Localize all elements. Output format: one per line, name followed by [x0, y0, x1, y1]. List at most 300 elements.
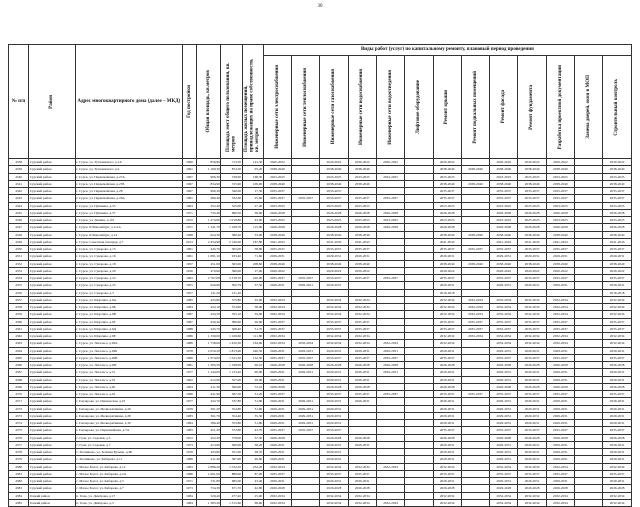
cell-work-period: 2029-2031 — [490, 412, 518, 419]
cell-premises-area: 1 521,50 — [221, 354, 242, 361]
cell-work-period: 2026-2028 — [490, 362, 518, 369]
cell-residential-area: 208,60 — [242, 260, 263, 267]
cell-work-period — [405, 499, 433, 506]
cell-work-period — [405, 311, 433, 318]
cell-work-period: 2035-2037 — [348, 275, 376, 282]
cell-work-period: 2032-2034 — [320, 499, 348, 506]
cell-work-period: 2026-2028 — [433, 362, 461, 369]
cell-work-period — [461, 340, 489, 347]
cell-address: г. Сурск, ул. Энгельса, д.42 — [75, 391, 182, 398]
cell-year: 1973 — [182, 485, 196, 492]
cell-work-period: 2038-2040 — [546, 231, 574, 238]
cell-premises-area: 360,00 — [221, 383, 242, 390]
cell-work-period — [405, 224, 433, 231]
cell-year: 1987 — [182, 311, 196, 318]
cell-work-period: 2032-2034 — [433, 311, 461, 318]
cell-work-period — [292, 325, 320, 332]
cell-work-period — [292, 159, 320, 166]
cell-work-period: 2032-2034 — [518, 304, 546, 311]
cell-work-period — [405, 325, 433, 332]
cell-id: 4373 — [9, 412, 29, 419]
cell-work-period: 2035-2037 — [461, 318, 489, 325]
cell-work-period: 2023-2025 — [263, 202, 291, 209]
cell-year: 1984 — [182, 420, 196, 427]
cell-work-period: 2026-2028 — [546, 209, 574, 216]
cell-district: Сурский район — [29, 325, 76, 332]
cell-work-period: 2023-2025 — [320, 217, 348, 224]
cell-premises-area: 728,00 — [221, 173, 242, 180]
cell-work-period: 2023-2025 — [490, 202, 518, 209]
cell-work-period — [461, 202, 489, 209]
cell-work-period: 2032-2034 — [433, 333, 461, 340]
cell-address: п. Тоцк, ул. Дмитрова, д.3 — [75, 499, 182, 506]
cell-residential-area: 38,70 — [242, 449, 263, 456]
cell-work-period: 2026-2028 — [320, 434, 348, 441]
cell-work-period: 2026-2028 — [348, 224, 376, 231]
cell-work-period: 2026-2028 — [518, 434, 546, 441]
cell-work-period: 2035-2037 — [490, 246, 518, 253]
cell-work-period: 2029-2031 — [263, 282, 291, 289]
cell-id: 4374 — [9, 420, 29, 427]
header-works-group: Виды работ (услуг) по капитальному ремонту, плановый период проведения — [263, 45, 631, 56]
cell-work-period — [461, 173, 489, 180]
cell-address: г. Сурск, ул. Щорсина, д.6Б — [75, 304, 182, 311]
cell-work-period — [376, 246, 404, 253]
cell-district: Сурский район — [29, 398, 76, 405]
cell-work-period: 2035-2037 — [490, 470, 518, 477]
cell-address: с. Хотниково, ул. Зелёная Бучина, д.4Б — [75, 449, 182, 456]
cell-residential-area: 69,60 — [242, 499, 263, 506]
cell-residential-area: 31,80 — [242, 398, 263, 405]
table-row — [9, 376, 632, 383]
cell-work-period: 2038-2040 — [546, 166, 574, 173]
cell-residential-area: 111,80 — [242, 333, 263, 340]
cell-work-period: 2023-2025 — [603, 202, 632, 209]
cell-address: г. Сурск, ул. Тухачевского, д.1А — [75, 159, 182, 166]
cell-work-period: 2029-2031 — [490, 253, 518, 260]
cell-work-period: 2023-2025 — [490, 217, 518, 224]
cell-work-period: 2029-2031 — [320, 405, 348, 412]
cell-work-period — [292, 470, 320, 477]
cell-work-period: 2032-2034 — [348, 492, 376, 499]
cell-work-period: 2029-2031 — [546, 369, 574, 376]
header-district: Район — [29, 45, 76, 159]
cell-work-period: 2026-2028 — [518, 362, 546, 369]
cell-work-period — [376, 485, 404, 492]
cell-residential-area: 33,90 — [242, 231, 263, 238]
cell-work-period — [376, 188, 404, 195]
cell-id: 4363 — [9, 340, 29, 347]
header-work-type: Ремонт крыши — [433, 56, 461, 159]
cell-residential-area: 51,70 — [242, 325, 263, 332]
cell-work-period — [575, 434, 603, 441]
cell-work-period: 2029-2031 — [292, 405, 320, 412]
cell-work-period — [405, 333, 433, 340]
cell-year: 1983 — [182, 427, 196, 434]
cell-work-period: 2035-2037 — [263, 325, 291, 332]
table-row — [9, 260, 632, 267]
cell-total-area: 480,40 — [197, 195, 221, 202]
table-row — [9, 188, 632, 195]
cell-premises-area: 375,80 — [221, 296, 242, 303]
cell-work-period: 2029-2031 — [546, 420, 574, 427]
cell-work-period — [348, 449, 376, 456]
cell-work-period: 2032-2034 — [603, 492, 632, 499]
cell-work-period — [405, 180, 433, 187]
cell-address: г. Сурск, ул. Первомайская, д.29А — [75, 195, 182, 202]
cell-work-period: 2038-2040 — [263, 180, 291, 187]
cell-work-period — [575, 369, 603, 376]
cell-total-area: 411,40 — [197, 456, 221, 463]
header-work-type: Лифтовое оборудование — [405, 56, 433, 159]
cell-total-area: 451,50 — [197, 427, 221, 434]
cell-work-period: 2035-2037 — [603, 275, 632, 282]
cell-work-period — [292, 267, 320, 274]
cell-residential-area: 38,00 — [242, 304, 263, 311]
cell-work-period — [292, 296, 320, 303]
cell-work-period — [405, 492, 433, 499]
cell-residential-area: 115,90 — [242, 224, 263, 231]
cell-work-period: 2020-2022 — [546, 267, 574, 274]
cell-work-period — [575, 253, 603, 260]
cell-work-period — [292, 499, 320, 506]
cell-work-period — [461, 369, 489, 376]
cell-work-period: 2032-2034 — [518, 492, 546, 499]
cell-work-period — [405, 412, 433, 419]
cell-work-period: 2038-2040 — [546, 180, 574, 187]
cell-id: 4353 — [9, 267, 29, 274]
cell-work-period — [292, 224, 320, 231]
cell-year: 1983 — [182, 412, 196, 419]
cell-work-period: 2041-2043 — [263, 238, 291, 245]
cell-work-period — [292, 231, 320, 238]
cell-total-area: 735,40 — [197, 209, 221, 216]
cell-work-period: 2029-2031 — [263, 420, 291, 427]
cell-year: 1968 — [182, 231, 196, 238]
cell-work-period: 2035-2037 — [263, 188, 291, 195]
cell-work-period — [461, 209, 489, 216]
cell-work-period — [292, 333, 320, 340]
cell-work-period — [546, 289, 574, 296]
cell-work-period: 2035-2037 — [518, 470, 546, 477]
header-work-type: Инженерные сети водоотведения — [376, 56, 404, 159]
cell-work-period: 2029-2031 — [603, 420, 632, 427]
cell-year: 1978 — [182, 347, 196, 354]
header-work-type: Инженерные сети водоснабжения — [348, 56, 376, 159]
cell-work-period — [292, 485, 320, 492]
cell-work-period: 2038-2040 — [320, 260, 348, 267]
cell-work-period: 2035-2037 — [461, 246, 489, 253]
cell-work-period: 2029-2031 — [292, 420, 320, 427]
cell-work-period — [575, 492, 603, 499]
cell-work-period: 2038-2040 — [490, 180, 518, 187]
cell-work-period: 2035-2037 — [546, 391, 574, 398]
cell-year: 1977 — [182, 369, 196, 376]
cell-work-period: 2041-2043 — [433, 238, 461, 245]
cell-work-period: 2032-2034 — [348, 296, 376, 303]
cell-work-period — [461, 456, 489, 463]
cell-work-period: 2026-2028 — [546, 434, 574, 441]
cell-work-period — [376, 282, 404, 289]
cell-work-period: 2016-2018 — [603, 289, 632, 296]
cell-work-period — [518, 289, 546, 296]
cell-address: г. Сурск, ул. Щорсина, д.6Г — [75, 318, 182, 325]
cell-id: 4385 — [9, 499, 29, 506]
cell-work-period — [376, 202, 404, 209]
cell-address: г. Сурск, ул. Энгельса, д.29Г — [75, 362, 182, 369]
cell-work-period: 2029-2031 — [490, 405, 518, 412]
cell-work-period — [405, 282, 433, 289]
cell-district: Сурский район — [29, 311, 76, 318]
cell-premises-area: 1 168,70 — [221, 224, 242, 231]
cell-id: 4352 — [9, 260, 29, 267]
cell-work-period — [461, 217, 489, 224]
cell-work-period: 2038-2040 — [490, 260, 518, 267]
cell-work-period: 2032-2034 — [490, 296, 518, 303]
cell-work-period: 2026-2028 — [263, 485, 291, 492]
cell-work-period: 2029-2031 — [433, 412, 461, 419]
cell-work-period: 2035-2037 — [546, 318, 574, 325]
cell-work-period — [461, 398, 489, 405]
cell-address: г. Сурск, ул. Энгельса, д.40 — [75, 383, 182, 390]
cell-work-period: 2029-2031 — [433, 420, 461, 427]
cell-work-period: 2035-2037 — [461, 391, 489, 398]
cell-work-period: 2020-2022 — [348, 159, 376, 166]
cell-district: Сурский район — [29, 347, 76, 354]
cell-id: 4347 — [9, 224, 29, 231]
cell-work-period: 2032-2034 — [320, 304, 348, 311]
cell-work-period — [575, 173, 603, 180]
cell-total-area: 423,80 — [197, 449, 221, 456]
cell-work-period — [405, 188, 433, 195]
cell-work-period: 2035-2037 — [546, 275, 574, 282]
cell-work-period: 2029-2031 — [546, 398, 574, 405]
cell-work-period: 2029-2031 — [518, 420, 546, 427]
cell-work-period: 2035-2037 — [546, 188, 574, 195]
cell-address: г. Сурск, ул. Суворова, д.22 — [75, 275, 182, 282]
cell-year: 1980 — [182, 354, 196, 361]
cell-work-period — [292, 318, 320, 325]
cell-work-period: 2023-2025 — [603, 173, 632, 180]
cell-work-period — [348, 427, 376, 434]
cell-year: 1957 — [182, 289, 196, 296]
cell-work-period: 2029-2031 — [320, 369, 348, 376]
cell-id: 4357 — [9, 296, 29, 303]
cell-work-period: 2026-2028 — [603, 383, 632, 390]
cell-work-period: 2035-2037 — [320, 275, 348, 282]
cell-work-period: 2026-2028 — [490, 209, 518, 216]
cell-work-period: 2029-2031 — [263, 347, 291, 354]
cell-work-period: 2041-2043 — [603, 238, 632, 245]
header-premises-area: Площадь мест общего пользования, кв. метров — [221, 45, 242, 159]
cell-work-period — [575, 478, 603, 485]
cell-address: п. Тоцк, ул. Дмитрова, д.17 — [75, 492, 182, 499]
cell-work-period: 2038-2040 — [603, 231, 632, 238]
header-work-type: Инженерные сети газоснабжения — [320, 56, 348, 159]
cell-work-period: 2032-2034 — [320, 296, 348, 303]
cell-address: г. Гончарова, ул. Мелиоративная, д.26 — [75, 405, 182, 412]
cell-work-period — [405, 383, 433, 390]
cell-district: Сурский район — [29, 289, 76, 296]
cell-residential-area: 31,60 — [242, 405, 263, 412]
cell-residential-area: 164,60 — [242, 340, 263, 347]
table-row — [9, 209, 632, 216]
cell-total-area: 731,80 — [197, 478, 221, 485]
cell-work-period — [292, 202, 320, 209]
cell-work-period — [292, 209, 320, 216]
cell-work-period — [405, 275, 433, 282]
cell-premises-area: 671,70 — [221, 485, 242, 492]
cell-id: 4350 — [9, 246, 29, 253]
cell-year: 1985 — [182, 296, 196, 303]
cell-total-area: 1 274,60 — [197, 217, 221, 224]
cell-work-period: 2029-2031 — [348, 369, 376, 376]
cell-premises-area: 325,00 — [221, 202, 242, 209]
cell-work-period — [376, 260, 404, 267]
cell-work-period — [461, 463, 489, 470]
cell-year: 2013 — [182, 238, 196, 245]
cell-total-area: 1 674,00 — [197, 354, 221, 361]
cell-work-period: 2029-2031 — [546, 456, 574, 463]
cell-work-period: 2026-2028 — [376, 362, 404, 369]
cell-work-period — [405, 362, 433, 369]
cell-work-period: 2020-2022 — [263, 159, 291, 166]
cell-year: 1962 — [182, 376, 196, 383]
table-row — [9, 318, 632, 325]
cell-district: Сурский район — [29, 354, 76, 361]
cell-work-period: 2038-2040 — [518, 166, 546, 173]
cell-work-period: 2032-2034 — [603, 463, 632, 470]
cell-premises-area: 874,30 — [221, 166, 242, 173]
cell-residential-area: 25,60 — [242, 195, 263, 202]
cell-address: с. Гуля, ул. Садовая, д.5 — [75, 434, 182, 441]
cell-work-period — [376, 318, 404, 325]
cell-work-period — [405, 166, 433, 173]
cell-work-period: 2035-2037 — [603, 470, 632, 477]
cell-work-period: 2026-2028 — [603, 362, 632, 369]
cell-premises-area: 131,20 — [221, 289, 242, 296]
cell-work-period: 2035-2037 — [461, 325, 489, 332]
cell-work-period: 2038-2040 — [320, 180, 348, 187]
table-row — [9, 333, 632, 340]
cell-work-period: 2023-2025 — [376, 173, 404, 180]
cell-work-period — [292, 434, 320, 441]
cell-id: 4344 — [9, 202, 29, 209]
cell-id: 4384 — [9, 492, 29, 499]
cell-work-period — [575, 195, 603, 202]
cell-work-period — [405, 376, 433, 383]
cell-work-period: 2029-2031 — [518, 478, 546, 485]
cell-work-period: 2035-2037 — [518, 391, 546, 398]
cell-total-area: 413,60 — [197, 441, 221, 448]
cell-work-period: 2032-2034 — [546, 296, 574, 303]
cell-work-period: 2035-2037 — [433, 318, 461, 325]
cell-address: г. Сурск, ул. Пушкина, д.57 — [75, 209, 182, 216]
cell-work-period: 2020-2022 — [376, 159, 404, 166]
cell-work-period — [405, 405, 433, 412]
cell-residential-area: 95,20 — [242, 166, 263, 173]
cell-work-period: 2032-2034 — [348, 463, 376, 470]
cell-work-period: 2029-2031 — [518, 282, 546, 289]
cell-work-period: 2029-2031 — [603, 376, 632, 383]
cell-work-period — [575, 289, 603, 296]
cell-work-period: 2029-2031 — [263, 441, 291, 448]
cell-id: 4359 — [9, 311, 29, 318]
table-row — [9, 449, 632, 456]
cell-address: с. Малое Болот, ул. Кабарева, д.2А — [75, 470, 182, 477]
cell-work-period — [405, 260, 433, 267]
cell-work-period: 2035-2037 — [348, 470, 376, 477]
cell-id: 4370 — [9, 391, 29, 398]
cell-work-period: 2041-2043 — [320, 238, 348, 245]
cell-work-period — [376, 304, 404, 311]
cell-work-period: 2029-2031 — [546, 449, 574, 456]
cell-work-period: 2035-2037 — [292, 275, 320, 282]
cell-year: 1972 — [182, 434, 196, 441]
cell-work-period: 2029-2031 — [518, 376, 546, 383]
cell-work-period — [292, 383, 320, 390]
cell-work-period: 2023-2025 — [320, 202, 348, 209]
table-row — [9, 456, 632, 463]
cell-work-period: 2029-2031 — [518, 456, 546, 463]
cell-residential-area: 27,00 — [242, 267, 263, 274]
cell-work-period — [461, 238, 489, 245]
cell-work-period — [348, 456, 376, 463]
cell-work-period: 2035-2037 — [546, 246, 574, 253]
cell-work-period — [405, 354, 433, 361]
cell-work-period: 2032-2034 — [263, 311, 291, 318]
cell-work-period: 2035-2037 — [518, 275, 546, 282]
cell-residential-area: 232,20 — [242, 463, 263, 470]
cell-work-period — [376, 492, 404, 499]
cell-work-period: 2032-2034 — [348, 499, 376, 506]
cell-id: 4364 — [9, 347, 29, 354]
cell-work-period — [575, 202, 603, 209]
cell-district: Сурский район — [29, 304, 76, 311]
cell-work-period — [575, 398, 603, 405]
cell-work-period: 2035-2037 — [518, 427, 546, 434]
cell-work-period: 2035-2037 — [292, 195, 320, 202]
cell-total-area: 1 330,00 — [197, 333, 221, 340]
cell-work-period: 2035-2037 — [320, 391, 348, 398]
cell-work-period — [575, 217, 603, 224]
cell-premises-area: 1 315,60 — [221, 499, 242, 506]
cell-work-period: 2029-2031 — [376, 347, 404, 354]
cell-work-period — [292, 463, 320, 470]
cell-work-period: 2029-2031 — [603, 412, 632, 419]
cell-work-period: 2032-2034 — [433, 492, 461, 499]
cell-work-period: 2029-2031 — [320, 478, 348, 485]
table-row — [9, 224, 632, 231]
cell-residential-area: 168,30 — [242, 173, 263, 180]
cell-work-period: 2032-2034 — [518, 311, 546, 318]
cell-total-area: 1 758,00 — [197, 340, 221, 347]
cell-work-period: 2035-2037 — [292, 427, 320, 434]
cell-district: Сурский район — [29, 441, 76, 448]
cell-work-period: 2035-2037 — [433, 195, 461, 202]
cell-residential-area: 43,40 — [242, 478, 263, 485]
cell-residential-area: 43,70 — [242, 427, 263, 434]
cell-year: 1957 — [182, 260, 196, 267]
cell-total-area: 2 454,98 — [197, 238, 221, 245]
cell-total-area: 2 886,20 — [197, 463, 221, 470]
cell-work-period — [292, 180, 320, 187]
cell-year: 1988 — [182, 325, 196, 332]
cell-work-period: 2035-2037 — [546, 195, 574, 202]
cell-work-period: 2041-2043 — [546, 238, 574, 245]
cell-work-period: 2035-2037 — [433, 325, 461, 332]
cell-work-period — [575, 427, 603, 434]
